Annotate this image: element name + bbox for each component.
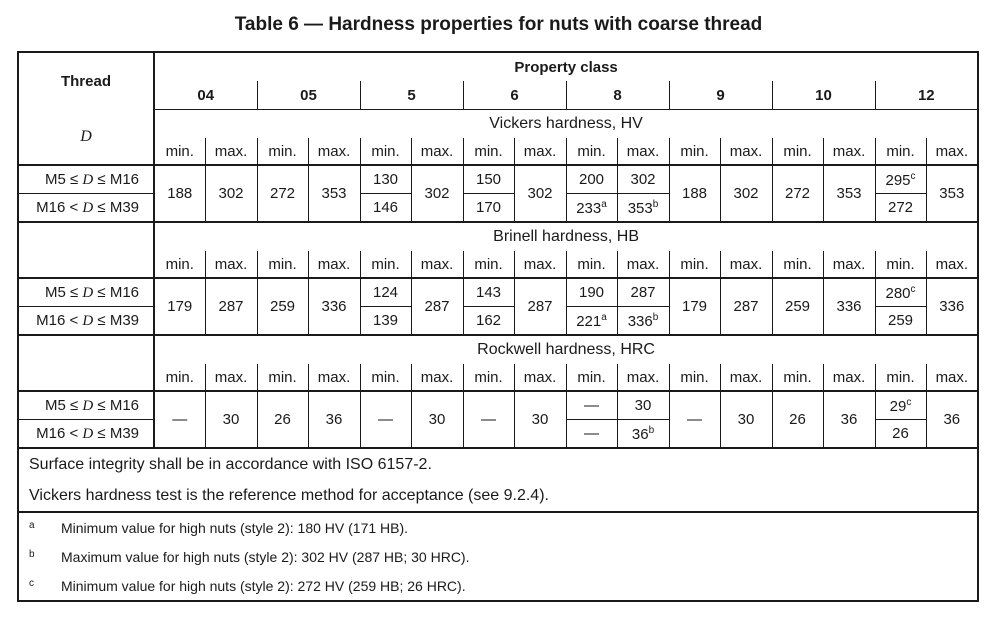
min-label: min. bbox=[566, 138, 617, 165]
class-6: 6 bbox=[463, 81, 566, 110]
cell: 30 bbox=[514, 391, 566, 448]
cell: 143 bbox=[463, 278, 514, 307]
max-label: max. bbox=[308, 364, 360, 391]
cell: 353$^b$ bbox=[617, 194, 669, 223]
cell: — bbox=[360, 391, 411, 448]
cell: 302 bbox=[720, 165, 772, 222]
cell: 295$^c$ bbox=[875, 165, 926, 194]
max-label: max. bbox=[411, 138, 463, 165]
min-label: min. bbox=[875, 138, 926, 165]
max-label: max. bbox=[514, 138, 566, 165]
property-class-header: Property class bbox=[154, 52, 978, 81]
cell: 30 bbox=[411, 391, 463, 448]
class-10: 10 bbox=[772, 81, 875, 110]
thread-blank bbox=[18, 222, 154, 278]
cell: 190 bbox=[566, 278, 617, 307]
cell: 200 bbox=[566, 165, 617, 194]
cell: 272 bbox=[875, 194, 926, 223]
min-label: min. bbox=[566, 251, 617, 278]
cell: 188 bbox=[669, 165, 720, 222]
class-05: 05 bbox=[257, 81, 360, 110]
range-m16-m39: M16 < D ≤ M39 bbox=[18, 194, 154, 223]
max-label: max. bbox=[205, 138, 257, 165]
range-m5-m16: M5 ≤ D ≤ M16 bbox=[18, 391, 154, 420]
min-label: min. bbox=[772, 251, 823, 278]
max-label: max. bbox=[720, 138, 772, 165]
cell: — bbox=[669, 391, 720, 448]
cell: 36 bbox=[926, 391, 978, 448]
class-8: 8 bbox=[566, 81, 669, 110]
cell: 287 bbox=[720, 278, 772, 335]
cell: 150 bbox=[463, 165, 514, 194]
cell: 287 bbox=[205, 278, 257, 335]
min-label: min. bbox=[257, 251, 308, 278]
thread-label: Thread bbox=[60, 72, 111, 90]
class-9: 9 bbox=[669, 81, 772, 110]
class-5: 5 bbox=[360, 81, 463, 110]
cell: 353 bbox=[823, 165, 875, 222]
min-label: min. bbox=[669, 364, 720, 391]
cell: 259 bbox=[875, 307, 926, 336]
max-label: max. bbox=[823, 251, 875, 278]
hardness-table bbox=[17, 51, 979, 602]
cell: 259 bbox=[772, 278, 823, 335]
cell: 139 bbox=[360, 307, 411, 336]
cell: 336 bbox=[823, 278, 875, 335]
max-label: max. bbox=[926, 251, 978, 278]
max-label: max. bbox=[205, 364, 257, 391]
max-label: max. bbox=[823, 138, 875, 165]
cell: 272 bbox=[257, 165, 308, 222]
min-label: min. bbox=[154, 138, 205, 165]
cell: 287 bbox=[514, 278, 566, 335]
thread-blank bbox=[18, 335, 154, 391]
cell: 30 bbox=[720, 391, 772, 448]
footnote-b: b Maximum value for high nuts (style 2): 302 HV (287 HB; 30 HRC). bbox=[18, 542, 978, 571]
min-label: min. bbox=[257, 138, 308, 165]
cell: 26 bbox=[772, 391, 823, 448]
min-label: min. bbox=[360, 138, 411, 165]
section-brinell: Brinell hardness, HB bbox=[154, 222, 978, 251]
cell: 302 bbox=[411, 165, 463, 222]
max-label: max. bbox=[926, 138, 978, 165]
max-label: max. bbox=[411, 364, 463, 391]
footnote-a: a Minimum value for high nuts (style 2): 180 HV (171 HB). bbox=[18, 512, 978, 542]
max-label: max. bbox=[720, 364, 772, 391]
cell: 26 bbox=[875, 420, 926, 449]
cell: 221$^a$ bbox=[566, 307, 617, 336]
min-label: min. bbox=[360, 364, 411, 391]
thread-symbol: D bbox=[18, 110, 154, 166]
min-label: min. bbox=[154, 251, 205, 278]
cell: 124 bbox=[360, 278, 411, 307]
class-04: 04 bbox=[154, 81, 257, 110]
max-label: max. bbox=[823, 364, 875, 391]
cell: 336 bbox=[926, 278, 978, 335]
cell: 353 bbox=[926, 165, 978, 222]
min-label: min. bbox=[360, 251, 411, 278]
cell: — bbox=[566, 391, 617, 420]
cell: 272 bbox=[772, 165, 823, 222]
min-label: min. bbox=[772, 138, 823, 165]
cell: 30 bbox=[205, 391, 257, 448]
min-label: min. bbox=[669, 138, 720, 165]
cell: 336 bbox=[308, 278, 360, 335]
min-label: min. bbox=[154, 364, 205, 391]
cell: 233$^a$ bbox=[566, 194, 617, 223]
cell: 36 bbox=[308, 391, 360, 448]
max-label: max. bbox=[926, 364, 978, 391]
min-label: min. bbox=[463, 138, 514, 165]
cell: — bbox=[154, 391, 205, 448]
cell: — bbox=[463, 391, 514, 448]
cell: 179 bbox=[669, 278, 720, 335]
table-title: Table 6 — Hardness properties for nuts with coarse thread bbox=[234, 14, 763, 35]
thread-header bbox=[18, 52, 154, 110]
cell: 170 bbox=[463, 194, 514, 223]
cell: 280$^c$ bbox=[875, 278, 926, 307]
note-vickers-reference: Vickers hardness test is the reference method for acceptance (see 9.2.4). bbox=[18, 480, 978, 512]
cell: 302 bbox=[617, 165, 669, 194]
cell: — bbox=[566, 420, 617, 449]
section-rockwell: Rockwell hardness, HRC bbox=[154, 335, 978, 364]
cell: 130 bbox=[360, 165, 411, 194]
range-m16-m39: M16 < D ≤ M39 bbox=[18, 307, 154, 336]
footnote-c: c Minimum value for high nuts (style 2): 272 HV (259 HB; 26 HRC). bbox=[18, 571, 978, 601]
class-12: 12 bbox=[875, 81, 978, 110]
section-vickers: Vickers hardness, HV bbox=[154, 110, 978, 139]
cell: 162 bbox=[463, 307, 514, 336]
min-label: min. bbox=[463, 251, 514, 278]
min-label: min. bbox=[772, 364, 823, 391]
min-label: min. bbox=[669, 251, 720, 278]
max-label: max. bbox=[514, 364, 566, 391]
min-label: min. bbox=[257, 364, 308, 391]
cell: 302 bbox=[205, 165, 257, 222]
range-m5-m16: M5 ≤ D ≤ M16 bbox=[18, 165, 154, 194]
cell: 259 bbox=[257, 278, 308, 335]
cell: 336$^b$ bbox=[617, 307, 669, 336]
max-label: max. bbox=[308, 251, 360, 278]
range-m5-m16: M5 ≤ D ≤ M16 bbox=[18, 278, 154, 307]
max-label: max. bbox=[308, 138, 360, 165]
cell: 30 bbox=[617, 391, 669, 420]
cell: 302 bbox=[514, 165, 566, 222]
cell: 146 bbox=[360, 194, 411, 223]
cell: 36$^b$ bbox=[617, 420, 669, 449]
cell: 353 bbox=[308, 165, 360, 222]
min-label: min. bbox=[463, 364, 514, 391]
min-label: min. bbox=[566, 364, 617, 391]
note-surface-integrity: Surface integrity shall be in accordance with ISO 6157-2. bbox=[18, 448, 978, 480]
cell: 287 bbox=[411, 278, 463, 335]
max-label: max. bbox=[514, 251, 566, 278]
max-label: max. bbox=[205, 251, 257, 278]
cell: 287 bbox=[617, 278, 669, 307]
max-label: max. bbox=[617, 364, 669, 391]
cell: 179 bbox=[154, 278, 205, 335]
cell: 188 bbox=[154, 165, 205, 222]
max-label: max. bbox=[720, 251, 772, 278]
min-label: min. bbox=[875, 364, 926, 391]
max-label: max. bbox=[411, 251, 463, 278]
max-label: max. bbox=[617, 138, 669, 165]
min-label: min. bbox=[875, 251, 926, 278]
cell: 29$^c$ bbox=[875, 391, 926, 420]
cell: 36 bbox=[823, 391, 875, 448]
cell: 26 bbox=[257, 391, 308, 448]
range-m16-m39: M16 < D ≤ M39 bbox=[18, 420, 154, 449]
max-label: max. bbox=[617, 251, 669, 278]
